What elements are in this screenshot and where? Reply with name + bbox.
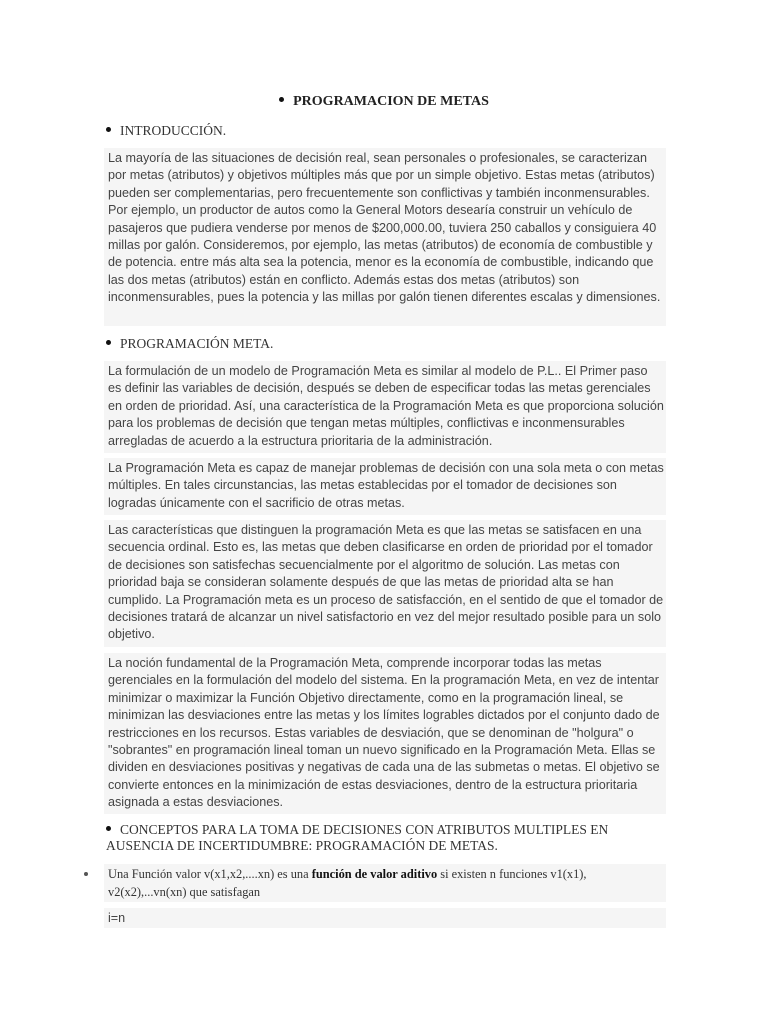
paragraph-intro: La mayoría de las situaciones de decisión real, sean personales o profesionales, se caracterizan por metas (atributos) y objetivos múltiples más que por un simple objetivo. Estas metas (atributos) pueden ser complementarias, pero frecuentemente son conflictivas y también inconmensurables. Por ejemplo, un productor de autos como la General Motors desearía construir un vehículo de pasajeros que pudiera venderse por menos de $200,000.00, tuviera 250 caballos y consiguiera 40 millas por galón. Consideremos, por ejemplo, las metas (atributos) de economía de combustible y de potencia. entre más alta sea la potencia, menor es la economía de combustible, indicando que las dos metas (atributos) están en conflicto. Además estas dos metas (atributos) son inconmensurables, pues la potencia y las millas por galón tienen diferentes escalas y dimensiones. xyxy=(104,148,666,326)
paragraph-meta-4: La noción fundamental de la Programación Meta, comprende incorporar todas las metas gerenciales en la formulación del modelo del sistema. En la programación Meta, en vez de intentar minimizar o maximizar la Función Objetivo directamente, como en la programación lineal, se minimizan las desviaciones entre las metas y los límites logrables dictados por el conjunto dado de restricciones en los recursos. Estas variables de desviación, que se denominan de "holgura" o "sobrantes" en programación lineal toman un nuevo significado en la Programación Meta. Ellas se dividen en desviaciones positivas y negativas de cada una de las submetas o metas. El objetivo se convierte entonces en la minimización de estas desviaciones, dentro de la estructura prioritaria asignada a estas desviaciones. xyxy=(104,653,666,814)
heading-programacion-meta: PROGRAMACIÓN META. xyxy=(106,336,666,352)
heading-introduccion: INTRODUCCIÓN. xyxy=(106,123,666,139)
heading-conceptos: CONCEPTOS PARA LA TOMA DE DECISIONES CON ATRIBUTOS MULTIPLES EN AUSENCIA DE INCERTIDUMBRE: PROGRAMACIÓN DE METAS. xyxy=(106,822,609,853)
paragraph-funcion-valor: Una Función valor v(x1,x2,....xn) es una función de valor aditivo si existen n funciones v1(x1), v2(x2),...vn(xn) que satisfagan xyxy=(104,864,666,902)
formula-line: i=n xyxy=(104,908,666,928)
title-text: PROGRAMACION DE METAS xyxy=(293,94,489,109)
paragraph-meta-3: Las características que distinguen la programación Meta es que las metas se satisfacen en una secuencia ordinal. Esto es, las metas que deben clasificarse en orden de prioridad por el tomador de decisiones son satisfechas secuencialmente por el algoritmo de solución. Las metas con prioridad baja se consideran solamente después de que las metas de prioridad alta se han cumplido. La Programación meta es un proceso de satisfacción, en el sentido de que el tomador de decisiones tratará de alcanzar un nivel satisfactorio en vez del mejor resultado posible para un solo objetivo. xyxy=(104,520,666,647)
bold-term: función de valor aditivo xyxy=(311,867,438,881)
bullet-icon xyxy=(84,872,88,876)
bullet-icon xyxy=(106,127,111,132)
bullet-icon xyxy=(106,340,111,345)
bullet-icon xyxy=(106,826,111,831)
bullet-icon xyxy=(279,97,284,102)
paragraph-meta-2: La Programación Meta es capaz de manejar problemas de decisión con una sola meta o con metas múltiples. En tales circunstancias, las metas establecidas por el tomador de decisiones son logradas únicamente con el sacrificio de otras metas. xyxy=(104,458,666,515)
document-title xyxy=(0,94,768,110)
paragraph-meta-1: La formulación de un modelo de Programación Meta es similar al modelo de P.L.. El Primer paso es definir las variables de decisión, después se deben de especificar todas las metas gerenciales en orden de prioridad. Así, una característica de la Programación Meta es que proporciona solución para los problemas de decisión que tengan metas múltiples, conflictivas e inconmensurables arregladas de acuerdo a la estructura prioritaria de la administración. xyxy=(104,361,666,453)
